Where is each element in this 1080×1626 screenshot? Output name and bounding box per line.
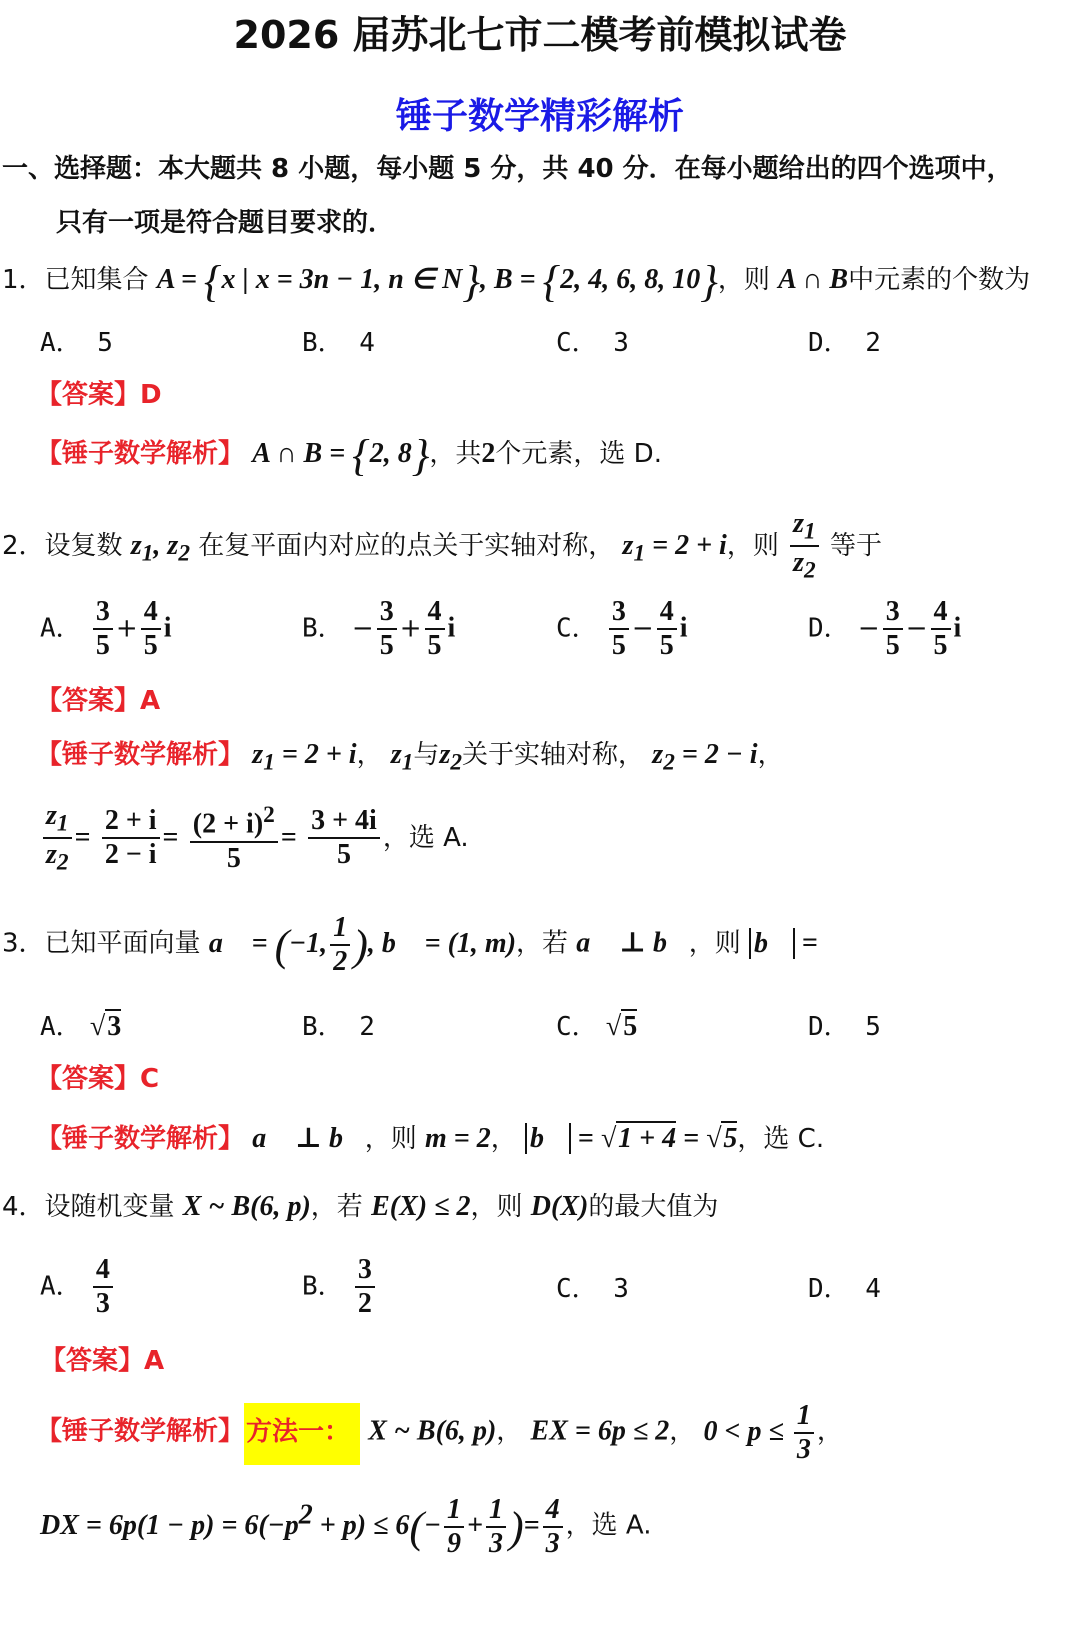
answer-1: 【答案】D	[36, 380, 162, 410]
analysis-2: 【锤子数学解析】 $z_1 = 2 + i$， $z_1$与$z_2$关于实轴对称， $z_2 = 2 - i$，	[36, 739, 784, 776]
question-2: 2．设复数 $z_1$, $z_2$ 在复平面内对应的点关于实轴对称， $z_1 = 2 + i$，则 $\frac{z_1}{z_2}$ 等于	[2, 508, 882, 584]
analysis-4: 【锤子数学解析】方法一： X ~ B(6, p)， EX = 6p ≤ 2， 0 < p ≤ $\frac{1}{3}$ ，	[36, 1400, 843, 1466]
option-d[interactable]: D． − $\frac{3}{5}$ − $\frac{4}{5}$ i	[808, 596, 962, 662]
question-number: 1．	[2, 264, 45, 295]
section-heading-line2: 只有一项是符合题目要求的．	[56, 208, 395, 238]
option-d[interactable]: D． 5	[808, 1012, 881, 1042]
method-highlight: 方法一：	[244, 1403, 360, 1465]
option-b[interactable]: B． − $\frac{3}{5}$ + $\frac{4}{5}$ i	[302, 596, 456, 662]
question-3: 3．已知平面向量 a⃗ = (−1, $\frac{1}{2}$ ), b⃗ = (1, m)，若 a⃗ ⊥ b⃗，则 b⃗ =	[2, 912, 818, 978]
page-subtitle: 锤子数学精彩解析	[395, 96, 684, 137]
question-text: 已知集合	[44, 264, 149, 295]
option-a[interactable]: A． 5	[40, 328, 113, 358]
option-c[interactable]: C． √5	[556, 1011, 638, 1042]
analysis-2-line2: $\frac{z_1}{z_2}$ = $\frac{2 + i}{2 - i}$ = $\frac{(2 + i)^2}{5}$ = $\frac{3 + 4i}{5}$ ，选 A.	[40, 800, 469, 877]
section-heading-line1: 一、选择题：本大题共 8 小题，每小题 5 分，共 40 分．在每小题给出的四个选项中，	[2, 154, 1013, 184]
option-a[interactable]: A． $\frac{4}{3}$	[40, 1254, 116, 1320]
analysis-4-line2: DX = $6p(1 - p) = 6(-p^2 + p) \le 6(-$ $\frac{1}{9}$ + $\frac{1}{3}$ )= $\frac{4}{3}$ ，选 A.	[40, 1494, 652, 1560]
math-set-a: A = {x | x = 3n − 1, n ∈ N}, B = {2, 4, 6, 8, 10}	[156, 257, 718, 306]
page-title: 2026 届苏北七市二模考前模拟试卷	[233, 13, 847, 57]
analysis-3: 【锤子数学解析】 a⃗ ⊥ b⃗，则 m = 2， b⃗ = √1 + 4 = √5，选 C.	[36, 1123, 825, 1154]
answer-3: 【答案】C	[36, 1064, 160, 1094]
option-c[interactable]: C． 3	[556, 328, 629, 358]
option-d[interactable]: D． 2	[808, 328, 881, 358]
option-a[interactable]: A． √3	[40, 1011, 122, 1042]
option-b[interactable]: B． $\frac{3}{2}$	[302, 1254, 378, 1320]
question-1: 1．已知集合 A = {x | x = 3n − 1, n ∈ N}, B = {2, 4, 6, 8, 10}，则 A ∩ B中元素的个数为	[2, 257, 1031, 306]
option-c[interactable]: C． $\frac{3}{5}$ − $\frac{4}{5}$ i	[556, 596, 688, 662]
answer-2: 【答案】A	[36, 686, 161, 716]
question-4: 4．设随机变量 X ~ B(6, p)，若 E(X) ≤ 2，则 D(X)的最大值为	[2, 1191, 719, 1222]
option-b[interactable]: B． 2	[302, 1012, 375, 1042]
option-c[interactable]: C． 3	[556, 1274, 629, 1304]
option-d[interactable]: D． 4	[808, 1274, 881, 1304]
option-b[interactable]: B． 4	[302, 328, 375, 358]
analysis-1: 【锤子数学解析】 A ∩ B = {2, 8}，共2个元素，选 D.	[36, 431, 662, 480]
option-a[interactable]: A． $\frac{3}{5}$ + $\frac{4}{5}$ i	[40, 596, 172, 662]
answer-4: 【答案】A	[40, 1346, 165, 1376]
